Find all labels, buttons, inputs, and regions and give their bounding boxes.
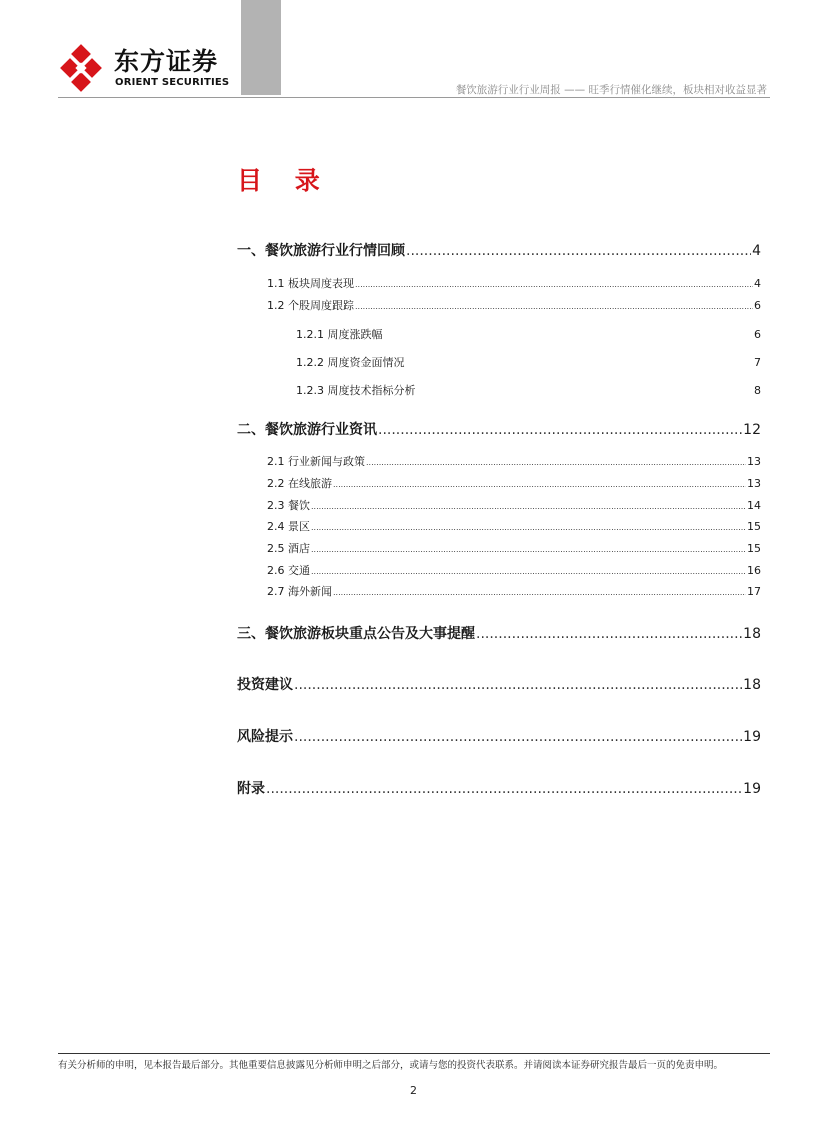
toc-entry-2-7[interactable] (267, 585, 761, 600)
toc-leader-dots (333, 586, 746, 600)
toc-leader-dots (311, 543, 746, 557)
toc-entry-2-2[interactable] (267, 477, 761, 492)
toc-entry-label: 1.2.3 周度技术指标分析 (296, 384, 416, 397)
toc-entry-label: 风险提示 (237, 729, 293, 745)
toc-entry-page: 6 (754, 299, 761, 312)
toc-entry-page: 8 (754, 384, 761, 397)
toc-entry-2-6[interactable] (267, 564, 761, 579)
toc-entry-2-5[interactable] (267, 542, 761, 557)
toc-entry-label: 2.6 交通 (267, 564, 310, 577)
toc-entry-label: 2.3 餐饮 (267, 499, 310, 512)
brand-name-cn: 东方证券 (114, 47, 219, 76)
toc-entry-label: 2.2 在线旅游 (267, 477, 332, 490)
toc-leader-dots (311, 500, 746, 514)
page-number: 2 (410, 1084, 417, 1097)
toc-entry-page: 15 (747, 520, 761, 533)
toc-entry-label: 1.1 板块周度表现 (267, 277, 354, 290)
toc-leader-dots (406, 242, 751, 260)
toc-entry-label: 一、餐饮旅游行业行情回顾 (237, 243, 405, 259)
toc-entry-page: 14 (747, 499, 761, 512)
toc-entry-label: 1.2.2 周度资金面情况 (296, 356, 405, 369)
toc-leader-dots (294, 728, 742, 746)
toc-entry-page: 13 (747, 477, 761, 490)
toc-entry-section-1[interactable] (237, 242, 761, 260)
toc-entry-page: 19 (743, 729, 761, 745)
footer-divider (58, 1053, 770, 1054)
toc-leader-dots (355, 278, 753, 292)
toc-entry-appendix[interactable] (237, 780, 761, 798)
toc-entry-label: 2.1 行业新闻与政策 (267, 455, 365, 468)
toc-entry-label: 2.4 景区 (267, 520, 310, 533)
toc-entry-label: 三、餐饮旅游板块重点公告及大事提醒 (237, 626, 475, 642)
toc-entry-1-2-3[interactable] (296, 384, 761, 398)
toc-entry-2-4[interactable] (267, 520, 761, 535)
toc-entry-page: 19 (743, 781, 761, 797)
toc-title: 目 录 (237, 166, 332, 195)
footer-disclaimer: 有关分析师的申明，见本报告最后部分。其他重要信息披露见分析师申明之后部分，或请与您的投资代表联系。并请阅读本证券研究报告最后一页的免责申明。 (58, 1060, 724, 1071)
toc-entry-1-2-2[interactable] (296, 356, 761, 370)
toc-entry-investment-advice[interactable] (237, 676, 761, 694)
toc-entry-page: 12 (743, 422, 761, 438)
toc-entry-1-2[interactable] (267, 299, 761, 314)
toc-entry-page: 6 (754, 328, 761, 341)
toc-leader-dots (355, 300, 753, 314)
toc-entry-2-1[interactable] (267, 455, 761, 470)
toc-entry-page: 18 (743, 626, 761, 642)
orient-securities-logo-icon (60, 44, 108, 92)
toc-entry-2-3[interactable] (267, 499, 761, 514)
toc-entry-label: 投资建议 (237, 677, 293, 693)
toc-leader-dots (294, 676, 742, 694)
toc-leader-dots (333, 478, 746, 492)
toc-leader-dots (311, 565, 746, 579)
header-gray-band (241, 0, 281, 95)
toc-entry-label: 1.2.1 周度涨跌幅 (296, 328, 383, 341)
toc-leader-dots (366, 456, 746, 470)
toc-entry-label: 附录 (237, 781, 265, 797)
toc-entry-page: 4 (752, 243, 761, 259)
toc-entry-1-1[interactable] (267, 277, 761, 292)
toc-entry-label: 2.7 海外新闻 (267, 585, 332, 598)
toc-entry-label: 2.5 酒店 (267, 542, 310, 555)
toc-entry-page: 18 (743, 677, 761, 693)
toc-entry-1-2-1[interactable] (296, 328, 761, 342)
toc-entry-label: 二、餐饮旅游行业资讯 (237, 422, 377, 438)
toc-entry-page: 16 (747, 564, 761, 577)
toc-entry-risk-warning[interactable] (237, 728, 761, 746)
toc-leader-dots (266, 780, 742, 798)
header-divider (58, 97, 770, 98)
toc-entry-page: 15 (747, 542, 761, 555)
toc-entry-section-2[interactable] (237, 421, 761, 439)
report-header-title: 餐饮旅游行业行业周报 —— 旺季行情催化继续，板块相对收益显著 (455, 84, 767, 96)
toc-entry-page: 13 (747, 455, 761, 468)
toc-entry-section-3[interactable] (237, 625, 761, 643)
toc-entry-page: 17 (747, 585, 761, 598)
brand-name-en: ORIENT SECURITIES (115, 77, 230, 88)
toc-entry-label: 1.2 个股周度跟踪 (267, 299, 354, 312)
toc-entry-page: 7 (754, 356, 761, 369)
toc-leader-dots (311, 521, 746, 535)
toc-leader-dots (378, 421, 742, 439)
toc-leader-dots (476, 625, 742, 643)
toc-entry-page: 4 (754, 277, 761, 290)
